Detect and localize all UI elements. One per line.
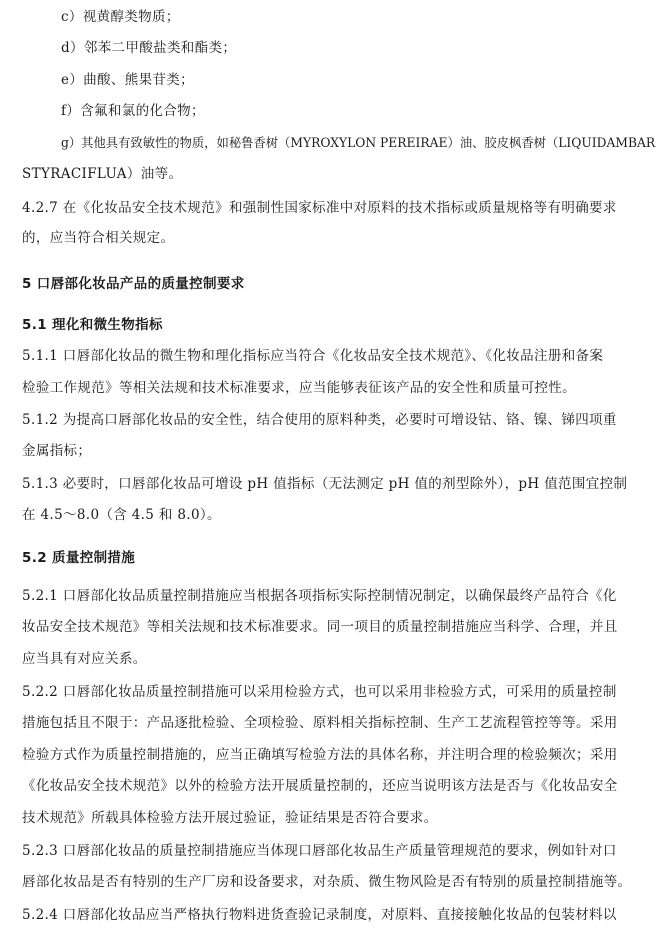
- clause-5-1-1: 5.1.1 口唇部化妆品的微生物和理化指标应当符合《化妆品安全技术规范》、《化妆品注册和备案: [22, 348, 604, 364]
- clause-4-2-7: 4.2.7 在《化妆品安全技术规范》和强制性国家标准中对原料的技术指标或质量规格等有明确要求: [22, 200, 617, 216]
- clause-5-1-1-cont: 检验工作规范》等相关法规和技术标准要求，应当能够表征该产品的安全性和质量可控性。: [22, 380, 576, 396]
- clause-5-2-1-cont1: 妆品安全技术规范》等相关法规和技术标准要求。同一项目的质量控制措施应当科学、合理，并且: [22, 619, 618, 635]
- clause-5-2-1: 5.2.1 口唇部化妆品质量控制措施应当根据各项指标实际控制情况制定，以确保最终产品符合《化: [22, 588, 617, 604]
- clause-4-2-7-cont: 的，应当符合相关规定。: [22, 230, 175, 246]
- clause-5-2-2-cont2: 检验方式作为质量控制措施的，应当正确填写检验方法的具体名称，并注明合理的检验频次；采用: [22, 747, 618, 763]
- clause-5-1-2-cont: 金属指标；: [22, 443, 92, 459]
- clause-5-2-1-cont2: 应当具有对应关系。: [22, 651, 147, 667]
- list-item-e: e）曲酸、熊果苷类；: [61, 72, 194, 88]
- subsection-heading-5-2: 5.2 质量控制措施: [22, 550, 136, 566]
- list-item-d: d）邻苯二甲酸盐类和酯类；: [61, 40, 237, 56]
- list-item-g-cont: STYRACIFLUA）油等。: [22, 166, 183, 182]
- clause-5-2-2: 5.2.2 口唇部化妆品质量控制措施可以采用检验方式，也可以采用非检验方式，可采用的质量控制: [22, 684, 617, 700]
- clause-5-1-2: 5.1.2 为提高口唇部化妆品的安全性，结合使用的原料种类，必要时可增设钴、铬、镍、锑四项重: [22, 412, 617, 428]
- clause-5-1-3-cont: 在 4.5～8.0（含 4.5 和 8.0）。: [22, 507, 221, 523]
- list-item-c: c）视黄醇类物质；: [61, 9, 180, 25]
- clause-5-2-3: 5.2.3 口唇部化妆品的质量控制措施应当体现口唇部化妆品生产质量管理规范的要求，例如针对口: [22, 843, 617, 859]
- clause-5-2-4: 5.2.4 口唇部化妆品应当严格执行物料进货查验记录制度，对原料、直接接触化妆品的包装材料以: [22, 907, 617, 923]
- clause-5-2-3-cont: 唇部化妆品是否有特别的生产厂房和设备要求，对杂质、微生物风险是否有特别的质量控制措施等。: [22, 874, 632, 890]
- list-item-f: f）含氟和氯的化合物；: [61, 103, 205, 119]
- subsection-heading-5-1: 5.1 理化和微生物指标: [22, 317, 163, 333]
- clause-5-2-2-cont1: 措施包括且不限于：产品逐批检验、全项检验、原料相关指标控制、生产工艺流程管控等等。采用: [22, 715, 618, 731]
- clause-5-1-3: 5.1.3 必要时，口唇部化妆品可增设 pH 值指标（无法测定 pH 值的剂型除外），pH 值范围宜控制: [22, 476, 628, 492]
- section-heading-5: 5 口唇部化妆品产品的质量控制要求: [22, 276, 245, 292]
- list-item-g: g）其他具有致敏性的物质，如秘鲁香树（MYROXYLON PEREIRAE）油、胶皮枫香树（LIQUIDAMBAR: [61, 135, 656, 150]
- clause-5-2-2-cont4: 技术规范》所载具体检验方法开展过验证，验证结果是否符合要求。: [22, 810, 438, 826]
- clause-5-2-2-cont3: 《化妆品安全技术规范》以外的检验方法开展质量控制的，还应当说明该方法是否与《化妆品安全: [22, 778, 618, 794]
